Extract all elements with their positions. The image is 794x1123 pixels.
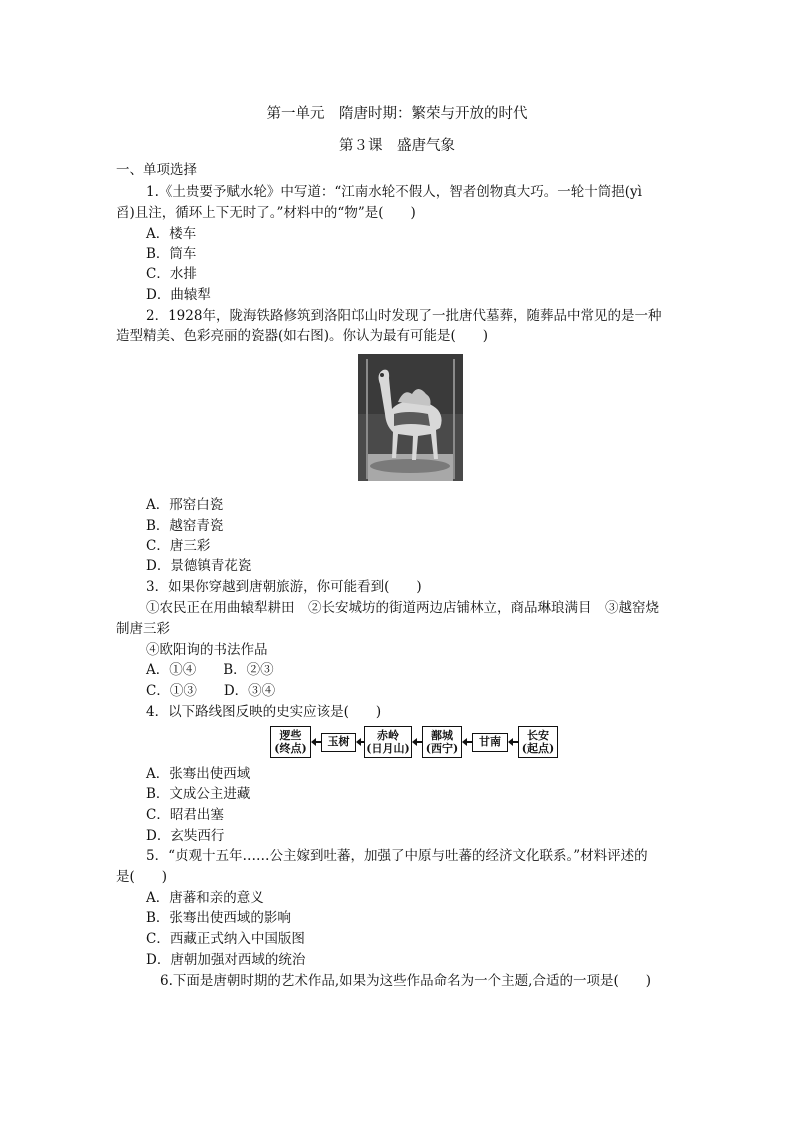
q4-option-c: C．昭君出塞 (146, 807, 224, 823)
q4-stem: 4．以下路线图反映的史实应该是( ) (146, 704, 382, 720)
route-node-label: 长安 (527, 729, 549, 742)
q1-option-b: B．筒车 (146, 246, 197, 262)
q5-option-a: A．唐蕃和亲的意义 (146, 890, 264, 906)
route-node-changan (518, 726, 558, 758)
q6-stem: 6.下面是唐朝时期的艺术作品,如果为这些作品命名为一个主题,合适的一项是( ) (160, 973, 651, 989)
q5-option-c: C．西藏正式纳入中国版图 (146, 931, 305, 947)
route-node-sublabel: (日月山) (366, 742, 410, 755)
route-diagram (270, 724, 560, 760)
tang-sancai-camel-photo (358, 354, 463, 481)
route-node-label: 甘南 (479, 735, 501, 748)
q3-options-row2: C．①③ D．③④ (146, 683, 276, 699)
q2-option-b: B．越窑青瓷 (146, 518, 224, 534)
camel-figurine-image (358, 354, 463, 481)
q3-options-row1: A．①④ B．②③ (146, 662, 274, 678)
q1-option-d: D．曲辕犁 (146, 287, 211, 303)
q3-items-line1: ①农民正在用曲辕犁耕田 ②长安城坊的街道两边店铺林立，商品琳琅满目 ③越窑烧 (146, 600, 659, 616)
q5-option-d: D．唐朝加强对西域的统治 (146, 952, 306, 968)
q3-items-line2: 制唐三彩 (116, 621, 170, 637)
route-node-luoxie (270, 726, 311, 758)
q3-stem: 3．如果你穿越到唐朝旅游，你可能看到( ) (146, 579, 422, 595)
section-label: 一、单项选择 (116, 162, 197, 178)
q1-option-a: A．楼车 (146, 226, 197, 242)
route-node-label: 鄯城 (431, 729, 453, 742)
route-node-sublabel: (起点) (521, 742, 555, 755)
q5-stem-line1: 5．“贞观十五年……公主嫁到吐蕃，加强了中原与吐蕃的经济文化联系。”材料评述的 (146, 848, 648, 864)
route-node-label: 赤岭 (377, 729, 399, 742)
q3-items-line3: ④欧阳询的书法作品 (146, 642, 268, 658)
q1-option-c: C．水排 (146, 266, 197, 282)
q1-stem-line1: 1.《土贵要予赋水轮》中写道：“江南水轮不假人，智者创物真大巧。一轮十筒挹(yì (146, 184, 642, 200)
q5-stem-line2: 是( ) (116, 869, 168, 885)
route-node-shancheng (422, 726, 462, 758)
route-node-sublabel: (西宁) (425, 742, 459, 755)
q4-option-b: B．文成公主进藏 (146, 786, 251, 802)
q2-stem-line2: 造型精美、色彩亮丽的瓷器(如右图)。你认为最有可能是( ) (116, 328, 489, 344)
route-node-label: 逻些 (279, 729, 302, 742)
route-node-gannan (472, 733, 508, 752)
q4-option-d: D．玄奘西行 (146, 828, 225, 844)
route-node-sublabel: (终点) (274, 742, 307, 755)
q2-option-d: D．景德镇青花瓷 (146, 558, 252, 574)
q5-option-b: B．张骞出使西域的影响 (146, 910, 291, 926)
unit-title: 第一单元 隋唐时期：繁荣与开放的时代 (266, 106, 528, 122)
route-node-label: 玉树 (327, 735, 350, 748)
q4-option-a: A．张骞出使西域 (146, 766, 251, 782)
q2-option-c: C．唐三彩 (146, 538, 211, 554)
lesson-title: 第３课 盛唐气象 (339, 138, 455, 154)
route-node-chiling (364, 726, 412, 758)
q2-option-a: A．邢窑白瓷 (146, 497, 224, 513)
q1-stem-line2: 舀)且注，循环上下无时了。”材料中的“物”是( ) (116, 205, 416, 221)
q2-stem-line1: 2．1928年，陇海铁路修筑到洛阳邙山时发现了一批唐代墓葬，随葬品中常见的是一种 (146, 308, 662, 324)
route-node-yushu (321, 733, 356, 752)
